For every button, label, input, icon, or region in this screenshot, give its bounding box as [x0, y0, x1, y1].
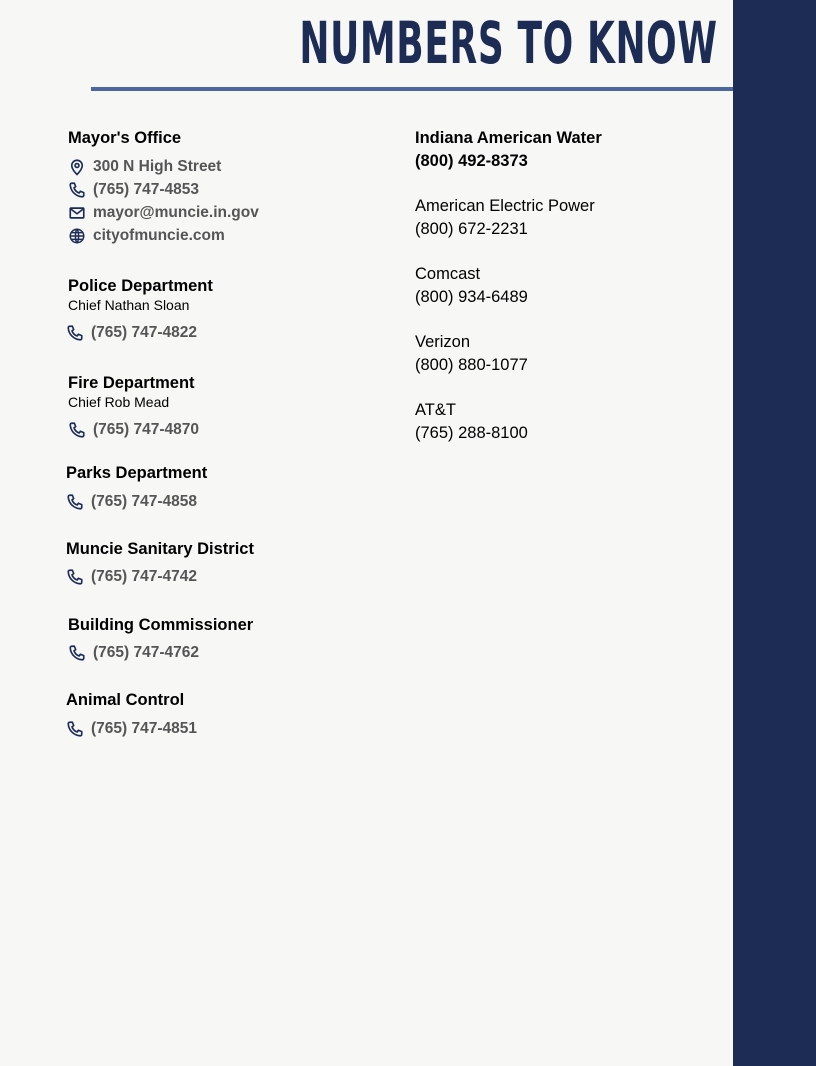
phone-icon [66, 720, 84, 738]
utility-phone-comcast[interactable]: (800) 934-6489 [415, 288, 528, 306]
building-heading: Building Commissioner [68, 616, 254, 634]
phone-icon [68, 644, 86, 662]
fire-phone-line[interactable] [68, 421, 199, 439]
police-phone-line[interactable] [66, 324, 197, 342]
utility-name-water: Indiana American Water [415, 129, 602, 147]
phone-icon [66, 324, 84, 342]
animal-control-heading: Animal Control [66, 691, 185, 709]
parks-phone[interactable]: (765) 747-4858 [91, 493, 197, 510]
mayor-website[interactable]: cityofmuncie.com [93, 227, 225, 244]
fire-chief: Chief Rob Mead [68, 394, 170, 410]
mayor-email[interactable]: mayor@muncie.in.gov [93, 204, 259, 221]
building-phone-line[interactable] [68, 644, 199, 662]
sanitary-phone[interactable]: (765) 747-4742 [91, 568, 197, 585]
mayor-email-line[interactable] [68, 204, 259, 222]
globe-icon [68, 227, 86, 245]
building-phone[interactable]: (765) 747-4762 [93, 644, 199, 661]
mayor-website-line[interactable] [68, 227, 225, 245]
mayor-address-line [68, 158, 221, 176]
utility-phone-electric[interactable]: (800) 672-2231 [415, 220, 528, 238]
police-heading: Police Department [68, 277, 213, 295]
navy-sidebar-bar [733, 0, 816, 1066]
utility-phone-verizon[interactable]: (800) 880-1077 [415, 356, 528, 374]
parks-phone-line[interactable] [66, 493, 197, 511]
utility-name-att: AT&T [415, 401, 456, 419]
utility-name-electric: American Electric Power [415, 197, 595, 215]
parks-heading: Parks Department [66, 464, 208, 482]
utility-name-comcast: Comcast [415, 265, 481, 283]
sanitary-heading: Muncie Sanitary District [66, 540, 254, 558]
phone-icon [66, 568, 84, 586]
animal-control-phone[interactable]: (765) 747-4851 [91, 720, 197, 737]
utility-phone-water[interactable]: (800) 492-8373 [415, 152, 528, 170]
police-phone[interactable]: (765) 747-4822 [91, 324, 197, 341]
mayor-phone[interactable]: (765) 747-4853 [93, 181, 199, 198]
mayor-address: 300 N High Street [93, 158, 222, 175]
location-pin-icon [68, 158, 86, 176]
utility-phone-att[interactable]: (765) 288-8100 [415, 424, 528, 442]
page-title: NUMBERS TO KNOW [299, 9, 718, 77]
fire-phone[interactable]: (765) 747-4870 [93, 421, 199, 438]
utility-name-verizon: Verizon [415, 333, 471, 351]
sanitary-phone-line[interactable] [66, 568, 197, 586]
mayor-phone-line[interactable] [68, 181, 199, 199]
phone-icon [68, 421, 86, 439]
animal-control-phone-line[interactable] [66, 720, 197, 738]
phone-icon [66, 493, 84, 511]
envelope-icon [68, 204, 86, 222]
police-chief: Chief Nathan Sloan [68, 297, 190, 313]
mayor-office-heading: Mayor's Office [68, 129, 182, 147]
fire-heading: Fire Department [68, 374, 195, 392]
title-underline-rule [91, 87, 733, 91]
phone-icon [68, 181, 86, 199]
